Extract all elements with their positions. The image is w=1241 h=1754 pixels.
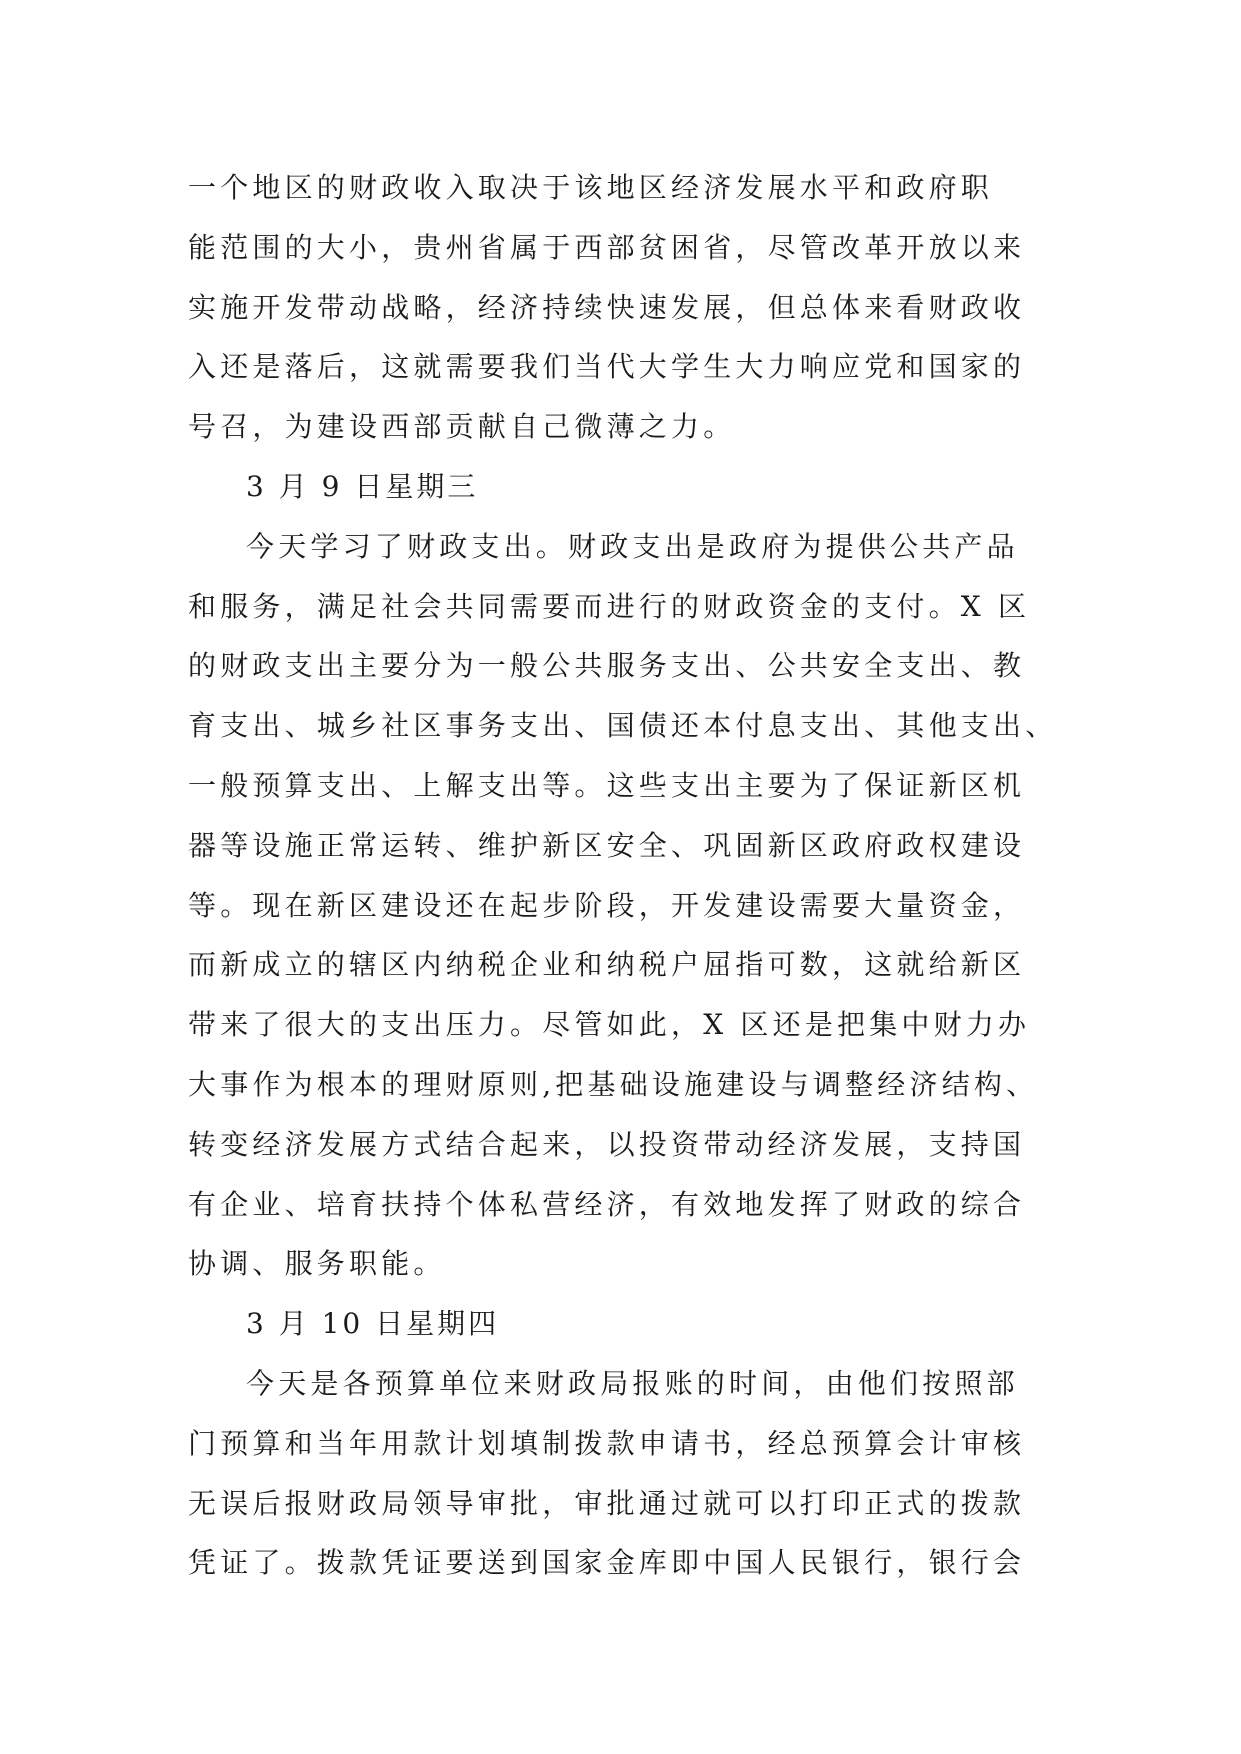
- text-line: 能范围的大小，贵州省属于西部贫困省，尽管改革开放以来: [188, 230, 1026, 264]
- text-line: 实施开发带动战略，经济持续快速发展，但总体来看财政收: [188, 290, 1026, 324]
- text-line: 等。现在新区建设还在起步阶段，开发建设需要大量资金，: [188, 888, 1026, 922]
- text-line: 育支出、城乡社区事务支出、国债还本付息支出、其他支出、: [188, 709, 1058, 743]
- text-line: 今天是各预算单位来财政局报账的时间，由他们按照部: [246, 1366, 1019, 1400]
- text-line: 一个地区的财政收入取决于该地区经济发展水平和政府职: [188, 171, 994, 204]
- date-heading: 3 月 9 日星期三: [246, 469, 479, 503]
- text-line: 凭证了。拨款凭证要送到国家金库即中国人民银行，银行会: [188, 1546, 1026, 1580]
- text-line: 号召，为建设西部贡献自己微薄之力。: [188, 410, 736, 444]
- document-body: [188, 158, 1058, 1593]
- text-line: 入还是落后，这就需要我们当代大学生大力响应党和国家的: [188, 350, 1026, 384]
- text-line: 有企业、培育扶持个体私营经济，有效地发挥了财政的综合: [188, 1187, 1026, 1221]
- text-line: 的财政支出主要分为一般公共服务支出、公共安全支出、教: [188, 649, 1026, 683]
- text-line: 转变经济发展方式结合起来，以投资带动经济发展，支持国: [188, 1127, 1026, 1161]
- text-line: 门预算和当年用款计划填制拨款申请书，经总预算会计审核: [188, 1426, 1026, 1460]
- text-line: 协调、服务职能。: [188, 1247, 446, 1281]
- text-line: 无误后报财政局领导审批，审批通过就可以打印正式的拨款: [188, 1486, 1026, 1520]
- text-line: 一般预算支出、上解支出等。这些支出主要为了保证新区机: [188, 768, 1026, 802]
- date-heading: 3 月 10 日星期四: [246, 1307, 500, 1341]
- text-line: 和服务，满足社会共同需要而进行的财政资金的支付。X 区: [188, 589, 1031, 623]
- text-line: 器等设施正常运转、维护新区安全、巩固新区政府政权建设: [188, 828, 1026, 862]
- text-line: 大事作为根本的理财原则,把基础设施建设与调整经济结构、: [188, 1067, 1039, 1101]
- text-line: 而新成立的辖区内纳税企业和纳税户屈指可数，这就给新区: [188, 948, 1026, 982]
- text-line: 带来了很大的支出压力。尽管如此，X 区还是把集中财力办: [188, 1008, 1031, 1042]
- text-line: 今天学习了财政支出。财政支出是政府为提供公共产品: [246, 529, 1019, 563]
